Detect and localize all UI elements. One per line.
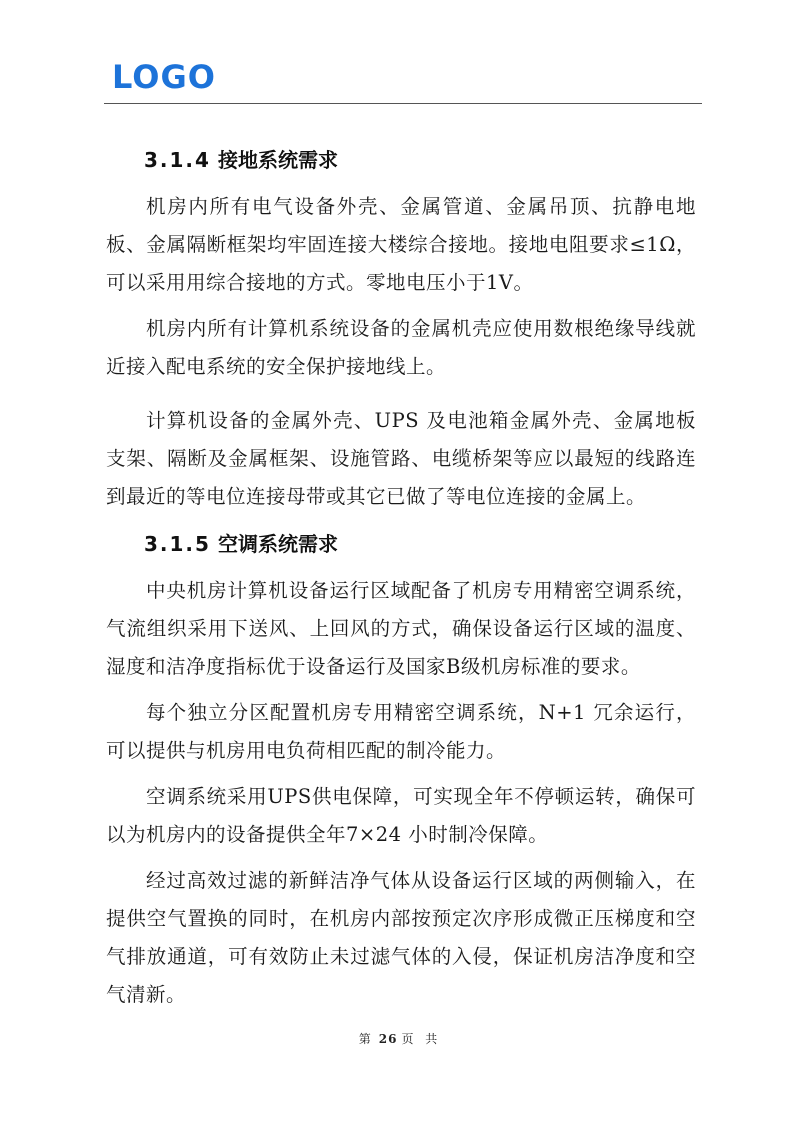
section-number: 3.1.4 (144, 148, 211, 172)
paragraph: 机房内所有电气设备外壳、金属管道、金属吊顶、抗静电地板、金属隔断框架均牢固连接大楼综合接地。接地电阻要求≤1Ω，可以采用用综合接地的方式。零地电压小于1V。 (106, 195, 696, 294)
page-footer (0, 1030, 800, 1047)
document-body (106, 140, 696, 1022)
section-title: 接地系统需求 (218, 148, 338, 172)
section-heading-3-1-4 (106, 140, 696, 180)
section-title: 空调系统需求 (218, 532, 338, 556)
section-number: 3.1.5 (144, 532, 211, 556)
header-divider (104, 103, 702, 104)
paragraph: 空调系统采用UPS供电保障，可实现全年不停顿运转，确保可以为机房内的设备提供全年7×24 小时制冷保障。 (106, 785, 696, 846)
paragraph: 每个独立分区配置机房专用精密空调系统，N+1 冗余运行，可以提供与机房用电负荷相匹配的制冷能力。 (106, 701, 696, 762)
paragraph: 经过高效过滤的新鲜洁净气体从设备运行区域的两侧输入，在提供空气置换的同时，在机房内部按预定次序形成微正压梯度和空气排放通道，可有效防止未过滤气体的入侵，保证机房洁净度和空气清新。 (106, 869, 696, 1006)
footer-suffix: 页 共 (401, 1032, 442, 1046)
logo: LOGO (112, 58, 216, 96)
paragraph: 中央机房计算机设备运行区域配备了机房专用精密空调系统，气流组织采用下送风、上回风的方式，确保设备运行区域的温度、湿度和洁净度指标优于设备运行及国家B级机房标准的要求。 (106, 579, 696, 678)
paragraph: 机房内所有计算机系统设备的金属机壳应使用数根绝缘导线就近接入配电系统的安全保护接地线上。 (106, 317, 696, 378)
page-number: 26 (378, 1032, 398, 1046)
paragraph: 计算机设备的金属外壳、UPS 及电池箱金属外壳、金属地板支架、隔断及金属框架、设施管路、电缆桥架等应以最短的线路连到最近的等电位连接母带或其它已做了等电位连接的金属上。 (106, 409, 696, 508)
section-heading-3-1-5 (106, 524, 696, 564)
footer-prefix: 第 (358, 1032, 375, 1046)
